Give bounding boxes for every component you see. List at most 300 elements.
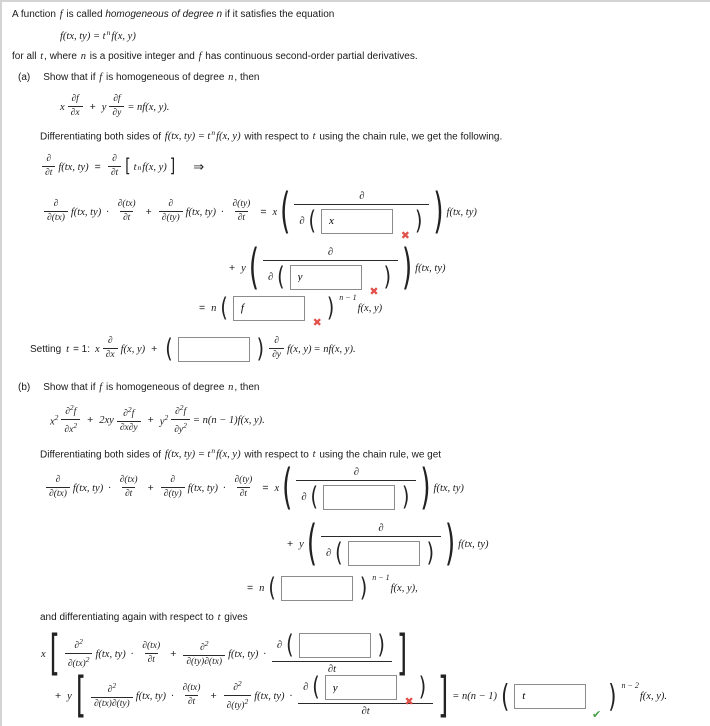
- denominator: [61, 419, 80, 437]
- numerator: ∂(ty): [234, 475, 253, 486]
- math-token: ∂: [174, 407, 180, 418]
- big-right-paren: ): [445, 516, 456, 572]
- denominator: ∂(ty): [159, 211, 183, 225]
- left-paren: (: [286, 629, 294, 660]
- fraction: [42, 154, 55, 180]
- math-var-f: f: [99, 72, 103, 83]
- exponent-n-minus-2: n − 2: [621, 680, 639, 690]
- math-expression: f(tx, ty): [135, 690, 167, 702]
- multiplication-dot: ·: [108, 482, 111, 494]
- fraction: [61, 403, 80, 437]
- denominator: ∂y: [109, 106, 124, 120]
- right-paren: ): [418, 671, 427, 702]
- part-a-equation-row-2: [224, 240, 447, 296]
- left-paren: (: [312, 671, 320, 702]
- numerator: [298, 671, 433, 708]
- numerator: ∂f: [113, 94, 121, 105]
- denominator: ∂(ty): [161, 487, 185, 501]
- math-token: ∂y: [174, 425, 184, 436]
- denominator: ∂y: [269, 348, 284, 362]
- math-var-n: n: [228, 72, 234, 83]
- right-paren: ): [426, 537, 435, 568]
- numerator: ∂: [55, 475, 61, 486]
- fraction: [183, 639, 225, 669]
- math-token: ∂(ty): [226, 701, 245, 712]
- big-left-paren: (: [280, 184, 291, 240]
- math-expression: f(x, y): [111, 31, 136, 43]
- part-b-again-text: [40, 612, 248, 623]
- math-expression: f(x, y).: [639, 690, 667, 702]
- numerator: ∂(tx): [182, 683, 201, 694]
- denominator: ∂x: [103, 348, 118, 362]
- part-a-equation-row-1: [42, 184, 478, 240]
- superscript-2: 2: [54, 412, 59, 422]
- superscript-2: 2: [85, 655, 90, 664]
- denominator: ∂x: [68, 106, 83, 120]
- exponent-n-minus-1: n − 1: [372, 572, 390, 582]
- math-expression: f(tx, ty): [254, 690, 285, 702]
- numerator: ∂(tx): [117, 199, 136, 210]
- math-expression: f(tx, ty): [446, 206, 477, 218]
- math-expression: f(x, y): [120, 343, 146, 355]
- text: Differentiating both sides of: [40, 131, 164, 143]
- math-expression: f(tx, ty): [187, 482, 218, 494]
- text: is called: [63, 9, 106, 20]
- math-token: ∂: [276, 640, 283, 651]
- math-var-t: t: [312, 131, 316, 143]
- math-var-y: y: [67, 690, 72, 702]
- math-expression: f(x, y): [142, 161, 167, 173]
- superscript-2: 2: [73, 421, 78, 430]
- right-bracket: ]: [169, 156, 176, 178]
- plus-operator: +: [229, 262, 236, 274]
- answer-box-b5: [325, 675, 414, 708]
- numerator: ∂: [378, 522, 384, 534]
- answer-box-b6: [514, 684, 602, 721]
- fraction: [161, 475, 185, 501]
- math-expression: = nf(x, y).: [313, 343, 356, 355]
- math-token: ∂: [267, 271, 274, 283]
- numerator: ∂: [170, 475, 176, 486]
- math-var-f: f: [59, 9, 63, 20]
- answer-input-b1[interactable]: [323, 485, 395, 510]
- numerator: ∂(tx): [142, 641, 161, 652]
- big-right-paren: ): [402, 240, 413, 296]
- fraction: [171, 403, 190, 437]
- answer-box-a3: [233, 296, 322, 329]
- part-a-prompt: [18, 72, 259, 83]
- part-b-equation-row-3: [242, 570, 419, 606]
- answer-box-a4: [178, 337, 250, 362]
- superscript-2: 2: [244, 697, 249, 706]
- math-token: ∂: [233, 683, 238, 694]
- text: if it satisfies the equation: [222, 9, 335, 20]
- superscript-n: n: [106, 28, 111, 37]
- math-expression: f(tx, ty) = t: [164, 131, 211, 143]
- fraction: [139, 641, 163, 667]
- math-var-x: x: [60, 101, 65, 113]
- part-a-label: (a): [18, 72, 31, 83]
- math-var-t: t: [40, 51, 44, 62]
- denominator: ∂t: [108, 166, 121, 180]
- plus-operator: +: [87, 414, 94, 426]
- part-a-setting-line: [30, 332, 357, 366]
- plus-operator: +: [151, 343, 158, 355]
- superscript-n: n: [211, 446, 216, 455]
- superscript-2: 2: [69, 402, 74, 412]
- big-fraction: [294, 190, 429, 242]
- y-squared: [160, 413, 168, 428]
- answer-box-a1: [321, 209, 410, 242]
- math-expression: = n(n − 1)f(x, y).: [192, 414, 265, 426]
- denominator: [294, 204, 429, 242]
- multiplication-dot: ·: [220, 206, 224, 218]
- denominator: ∂(ty)∂(tx): [183, 655, 225, 669]
- math-expression: f(tx, ty): [415, 262, 446, 274]
- intro-sentence-1: [12, 9, 334, 20]
- denominator: ∂t: [42, 166, 55, 180]
- math-token: ∂: [107, 685, 113, 696]
- text: is homogeneous of degree: [103, 72, 228, 83]
- left-bracket: [: [125, 156, 131, 178]
- plus-operator: +: [147, 414, 154, 426]
- math-var-x: x: [41, 648, 46, 660]
- right-paren: ): [326, 292, 335, 323]
- math-var-x: x: [272, 206, 278, 218]
- superscript-2: 2: [127, 405, 132, 415]
- multiplication-dot: ·: [171, 690, 174, 702]
- equals-sign: =: [260, 206, 267, 218]
- fraction: [115, 199, 139, 225]
- denominator: [296, 480, 416, 510]
- denominator: ∂(tx): [46, 487, 70, 501]
- denominator: ∂(tx)∂(ty): [91, 697, 133, 711]
- left-paren: (: [220, 292, 228, 323]
- numerator: ∂: [112, 154, 117, 165]
- answer-input-a2[interactable]: [290, 265, 362, 290]
- math-token: ∂: [301, 491, 307, 503]
- answer-input-a1[interactable]: [321, 209, 393, 234]
- left-paren: (: [268, 572, 276, 603]
- denominator: ∂t: [298, 703, 433, 717]
- right-paren: ): [401, 481, 410, 512]
- superscript-2: 2: [204, 639, 209, 649]
- math-var-t: t: [133, 161, 137, 173]
- denominator: [321, 536, 441, 566]
- multiplication-dot: ·: [263, 648, 266, 660]
- text: A function: [12, 9, 59, 20]
- text: = 1:: [73, 343, 91, 355]
- plus-operator: +: [89, 101, 96, 113]
- numerator: ∂(tx): [119, 475, 138, 486]
- text: , then: [234, 382, 260, 393]
- multiplication-dot: ·: [289, 690, 293, 702]
- math-expression: f(x, y): [357, 302, 383, 314]
- text: with respect to: [241, 449, 312, 461]
- math-expression: f(x, y): [216, 131, 241, 143]
- part-a-chain-rule-line: [40, 148, 204, 186]
- text: is a positive integer and: [86, 51, 198, 62]
- fraction: [108, 154, 121, 180]
- math-var-f: f: [73, 407, 77, 418]
- fraction: [103, 336, 118, 362]
- equals-sign: =: [262, 482, 269, 494]
- answer-input-a4[interactable]: [178, 337, 250, 362]
- math-expression: f(tx, ty): [72, 482, 104, 494]
- numerator: ∂: [327, 246, 334, 258]
- math-expression: f(x, y): [287, 343, 312, 355]
- math-expression: = n(n − 1): [452, 690, 498, 702]
- incorrect-icon: ✖: [312, 315, 322, 329]
- numerator: [62, 403, 79, 419]
- fraction: [109, 94, 124, 120]
- big-fraction: [321, 523, 441, 566]
- numerator: ∂: [359, 190, 365, 202]
- big-left-paren: (: [248, 240, 259, 296]
- math-var-y: y: [241, 262, 246, 274]
- answer-box-b4: [299, 633, 371, 658]
- text: Setting: [30, 343, 62, 355]
- denominator: ∂t: [122, 487, 135, 501]
- big-left-paren: (: [282, 460, 293, 516]
- math-token: ∂: [325, 547, 332, 559]
- math-token: ∂: [299, 215, 305, 227]
- left-paren: (: [277, 261, 285, 292]
- math-expression: f(tx, ty) = t: [164, 449, 211, 461]
- math-var-t: t: [312, 449, 316, 461]
- denominator: ∂t: [145, 653, 158, 667]
- fraction: [229, 199, 253, 225]
- superscript-n: n: [137, 162, 142, 172]
- fraction: [117, 475, 141, 501]
- denominator: ∂t: [235, 211, 248, 225]
- math-expression: f(x, y),: [390, 582, 418, 594]
- text: , then: [234, 72, 260, 83]
- x-squared: [50, 413, 58, 428]
- superscript-2: 2: [237, 678, 242, 688]
- big-right-bracket: ]: [396, 626, 408, 682]
- denominator: ∂t: [237, 487, 250, 501]
- text: with respect to: [241, 131, 312, 143]
- left-paren: (: [165, 333, 173, 364]
- left-paren: (: [501, 677, 510, 714]
- math-token: ∂: [123, 409, 128, 420]
- part-a-diff-text: [40, 128, 502, 142]
- multiplication-dot: ·: [130, 648, 134, 660]
- plus-operator: +: [55, 690, 62, 702]
- answer-input-b2[interactable]: [348, 541, 420, 566]
- part-b-diff-text: [40, 446, 441, 460]
- multiplication-dot: ·: [106, 206, 109, 218]
- math-expression: f(tx, ty) = t: [60, 31, 106, 43]
- denominator: [171, 419, 190, 437]
- incorrect-icon: ✖: [400, 228, 410, 242]
- big-left-bracket: [: [75, 668, 86, 724]
- left-paren: (: [308, 205, 316, 236]
- equals-sign: =: [199, 302, 206, 314]
- plus-operator: +: [145, 206, 152, 218]
- text: for all: [12, 51, 40, 62]
- fraction: [269, 336, 284, 362]
- fraction: [44, 199, 68, 225]
- fraction: [91, 681, 133, 711]
- math-expression: f(tx, ty): [58, 161, 89, 173]
- math-expression: f(tx, ty): [70, 206, 102, 218]
- answer-input-b5[interactable]: [325, 675, 397, 700]
- math-var-f: f: [131, 409, 135, 420]
- plus-operator: +: [170, 648, 177, 660]
- denominator: ∂t: [272, 661, 392, 675]
- plus-operator: +: [287, 538, 294, 550]
- text: has continuous second-order partial derivatives.: [202, 51, 418, 62]
- big-right-paren: ): [420, 460, 431, 516]
- numerator: [230, 679, 244, 695]
- numerator: [105, 681, 119, 697]
- big-fraction: [298, 671, 433, 717]
- numerator: ∂: [53, 199, 59, 210]
- intro-sentence-2: [12, 51, 418, 62]
- math-var-x: x: [95, 343, 100, 355]
- math-token: ∂(tx): [67, 659, 86, 670]
- math-var-t: t: [217, 612, 221, 623]
- math-var-y: y: [101, 101, 107, 113]
- numerator: ∂(ty): [232, 199, 251, 210]
- answer-box-b1: [323, 485, 395, 510]
- answer-input-b4[interactable]: [299, 633, 371, 658]
- big-fraction: [296, 467, 416, 510]
- part-b-label: (b): [18, 382, 31, 393]
- correct-icon: ✔: [592, 707, 602, 721]
- fraction: [117, 405, 141, 435]
- right-paren: ): [377, 629, 385, 660]
- answer-input-b3[interactable]: [281, 576, 353, 601]
- numerator: ∂: [107, 336, 113, 347]
- fraction: [159, 199, 183, 225]
- denominator: ∂t: [185, 695, 198, 709]
- text: using the chain rule, we get: [316, 449, 442, 461]
- math-expression: = nf(x, y).: [127, 101, 170, 113]
- text: Show that if: [43, 382, 99, 393]
- math-expression: f(tx, ty): [185, 206, 216, 218]
- math-var-f: f: [99, 382, 103, 393]
- big-right-bracket: ]: [438, 668, 449, 724]
- fraction: [224, 679, 252, 713]
- denominator: ∂(tx): [44, 211, 68, 225]
- denominator: ∂x∂y: [117, 421, 141, 435]
- plus-operator: +: [210, 690, 217, 702]
- part-b-prompt: [18, 382, 259, 393]
- definition-equation: [59, 28, 137, 42]
- numerator: ∂f: [71, 94, 79, 105]
- text: is homogeneous of degree: [103, 382, 228, 393]
- big-right-paren: ): [433, 184, 444, 240]
- numerator: [120, 405, 137, 421]
- math-var-f: f: [198, 51, 202, 62]
- exponent-n-minus-1: n − 1: [339, 292, 357, 302]
- superscript-2: 2: [164, 412, 169, 422]
- text: and differentiating again with respect to: [40, 612, 217, 623]
- numerator: ∂: [274, 336, 279, 347]
- equals-sign: =: [94, 161, 101, 173]
- math-expression: f(tx, ty): [95, 648, 126, 660]
- denominator: [224, 695, 252, 713]
- math-var-n: n: [80, 51, 86, 62]
- math-expression: 2xy: [99, 414, 114, 426]
- text: using the chain rule, we get the following.: [316, 131, 503, 143]
- incorrect-icon: ✖: [369, 284, 379, 298]
- math-token: ∂: [303, 682, 309, 693]
- numerator: ∂: [46, 154, 52, 165]
- left-paren: (: [335, 537, 343, 568]
- superscript-2: 2: [112, 681, 117, 691]
- part-b-final-row-2: [50, 666, 668, 726]
- text: gives: [221, 612, 248, 623]
- answer-input-b6[interactable]: [514, 684, 586, 709]
- text: , where: [44, 51, 80, 62]
- text-italic: homogeneous of degree n: [105, 9, 223, 20]
- answer-box-b3: [281, 576, 353, 601]
- math-token: ∂: [65, 407, 70, 418]
- math-token: ∂: [199, 643, 205, 654]
- big-left-bracket: [: [49, 626, 60, 682]
- equals-sign: =: [247, 582, 254, 594]
- numerator: [172, 403, 189, 419]
- part-b-goal-equation: [49, 398, 266, 442]
- text: Show that if: [43, 72, 99, 83]
- right-paren: ): [383, 261, 392, 292]
- answer-input-a3[interactable]: [233, 296, 305, 321]
- implies-arrow-icon: ⇒: [193, 159, 205, 174]
- superscript-2: 2: [79, 636, 83, 646]
- math-var-t: t: [66, 343, 70, 355]
- numerator: ∂: [353, 466, 359, 478]
- superscript-n: n: [211, 128, 216, 137]
- right-paren: ): [414, 205, 423, 236]
- math-var-n: n: [259, 582, 265, 594]
- numerator: [197, 639, 211, 655]
- big-left-paren: (: [306, 516, 317, 572]
- text: Differentiating both sides of: [40, 449, 164, 461]
- numerator: ∂: [168, 199, 174, 210]
- fraction: [68, 94, 83, 120]
- math-expression: f(tx, ty): [458, 538, 489, 550]
- multiplication-dot: ·: [222, 482, 226, 494]
- math-expression: f(tx, ty): [433, 482, 464, 494]
- math-token: ∂x: [64, 425, 74, 436]
- part-b-equation-row-1: [44, 460, 465, 516]
- part-b-equation-row-2: [282, 516, 490, 572]
- left-paren: (: [310, 481, 318, 512]
- plus-operator: +: [147, 482, 154, 494]
- math-var-y: y: [299, 538, 304, 550]
- right-paren: ): [608, 677, 617, 714]
- numerator: [272, 629, 392, 661]
- superscript-2: 2: [183, 421, 187, 430]
- part-a-equation-row-3: [194, 290, 383, 329]
- math-var-n: n: [211, 302, 217, 314]
- denominator: ∂t: [120, 211, 133, 225]
- part-a-goal-equation: [59, 88, 170, 126]
- fraction: [180, 683, 204, 709]
- math-var-f: f: [183, 407, 187, 418]
- math-expression: f(tx, ty): [228, 648, 259, 660]
- math-token: ∂: [74, 641, 80, 652]
- right-paren: ): [256, 333, 265, 364]
- answer-box-b2: [348, 541, 420, 566]
- math-var-n: n: [228, 382, 234, 393]
- math-expression: f(x, y): [216, 449, 241, 461]
- incorrect-icon: ✖: [404, 695, 414, 708]
